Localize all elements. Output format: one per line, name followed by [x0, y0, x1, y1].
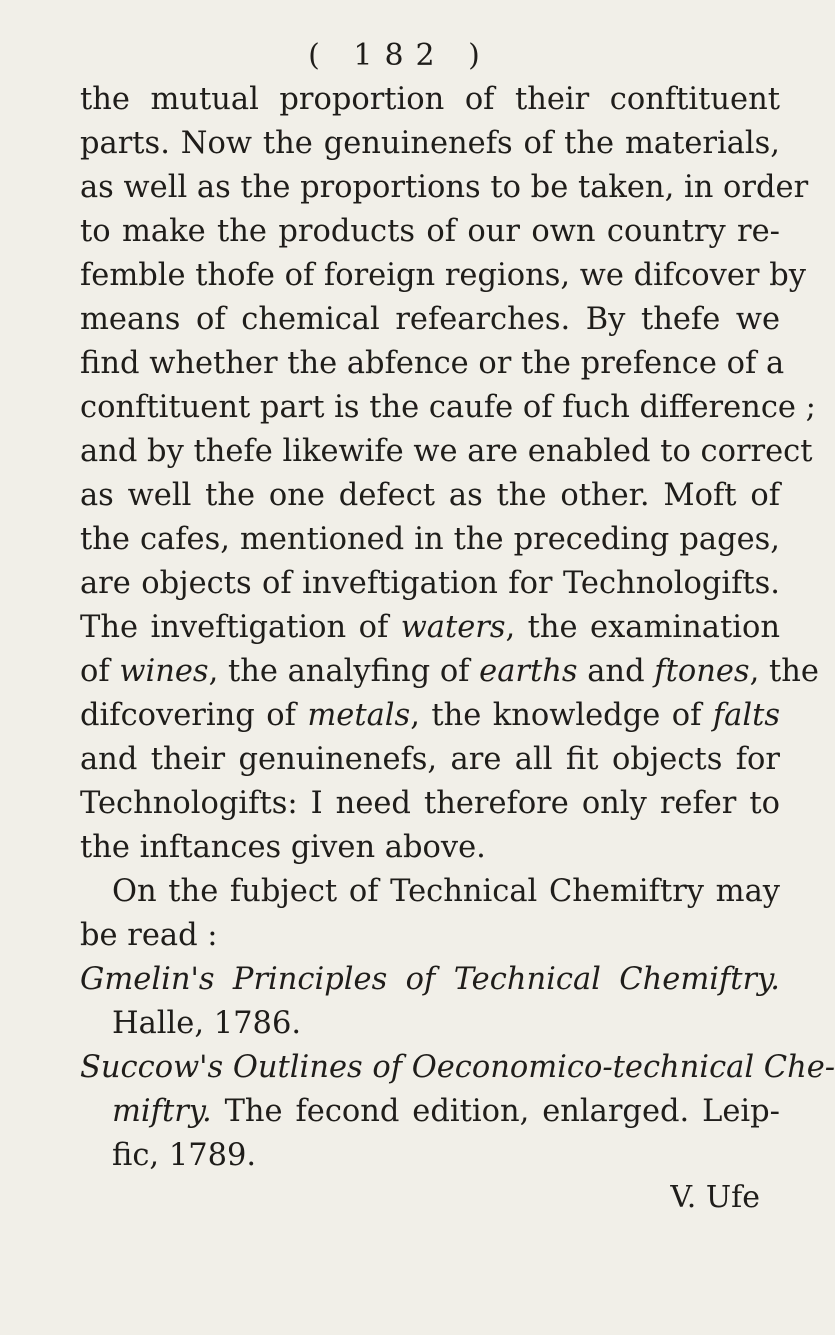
text-run: parts. Now the genuinenefs of the materials, — [80, 126, 780, 161]
text-line — [80, 168, 809, 208]
text-run: to make the products of our own country re- — [80, 214, 780, 249]
text-run: conftituent part is the caufe of fuch difference ; — [80, 390, 816, 425]
text-run: as well as the proportions to be taken, in order — [80, 170, 809, 205]
catchword: V. Ufe — [670, 1180, 760, 1215]
text-run: , the analyfing of — [208, 654, 480, 689]
text-line — [80, 564, 780, 604]
text-line — [80, 916, 780, 956]
text-line — [80, 344, 785, 384]
text-run: of — [80, 654, 120, 689]
text-line — [80, 388, 816, 428]
italic-text: waters — [400, 610, 506, 645]
text-line — [112, 1004, 780, 1044]
text-line — [80, 828, 780, 868]
text-run: , the — [749, 654, 819, 689]
italic-text: miftry. — [112, 1094, 212, 1129]
text-run: the cafes, mentioned in the preceding pages, — [80, 522, 780, 557]
italic-text: wines — [119, 654, 209, 689]
text-run: find whether the abfence or the prefence of a — [80, 346, 785, 381]
italic-text: metals — [307, 698, 411, 733]
italic-text: Gmelin's Principles of Technical Chemiftry. — [80, 962, 780, 997]
text-run: be read : — [80, 918, 218, 953]
italic-text: Succow's Outlines of Oeconomico-technical Che- — [80, 1050, 835, 1085]
text-line — [112, 1092, 780, 1132]
text-run: The fecond edition, enlarged. Leip- — [211, 1094, 780, 1129]
text-run: On the fubject of Technical Chemiftry may — [112, 874, 780, 909]
text-run: Technologifts: I need therefore only refer to — [80, 786, 780, 821]
text-line — [112, 872, 780, 912]
text-run: and by thefe likewife we are enabled to correct — [80, 434, 813, 469]
text-run: and — [577, 654, 655, 689]
text-run: and their genuinenefs, are all fit objects for — [80, 742, 780, 777]
text-run: as well the one defect as the other. Moft of — [80, 478, 780, 513]
text-run: fic, 1789. — [112, 1138, 257, 1173]
text-line — [80, 740, 780, 780]
text-line — [80, 960, 780, 1000]
italic-text: falts — [712, 698, 780, 733]
text-run: the mutual proportion of their conftituent — [80, 82, 780, 117]
text-run: are objects of inveftigation for Technologifts. — [80, 566, 780, 601]
text-line — [80, 212, 780, 252]
text-run: , the examination — [505, 610, 780, 645]
text-line — [80, 652, 819, 692]
italic-text: ftones — [654, 654, 750, 689]
text-run: femble thofe of foreign regions, we difcover by — [80, 258, 806, 293]
text-line — [112, 1136, 780, 1176]
text-line — [80, 696, 780, 736]
text-run: the inftances given above. — [80, 830, 486, 865]
text-line — [80, 256, 806, 296]
text-line — [80, 608, 780, 648]
page-number-header: ( 182 ) — [308, 38, 492, 73]
text-line — [80, 300, 780, 340]
text-line — [80, 520, 780, 560]
text-run: The inveftigation of — [80, 610, 401, 645]
text-line — [80, 124, 780, 164]
text-line — [80, 1048, 835, 1088]
text-run: difcovering of — [80, 698, 308, 733]
text-run: Halle, 1786. — [112, 1006, 302, 1041]
text-run: means of chemical refearches. By thefe we — [80, 302, 780, 337]
text-line — [80, 432, 813, 472]
text-line — [80, 476, 780, 516]
italic-text: earths — [479, 654, 578, 689]
text-line — [80, 784, 780, 824]
text-line — [80, 80, 780, 120]
text-run: , the knowledge of — [410, 698, 713, 733]
